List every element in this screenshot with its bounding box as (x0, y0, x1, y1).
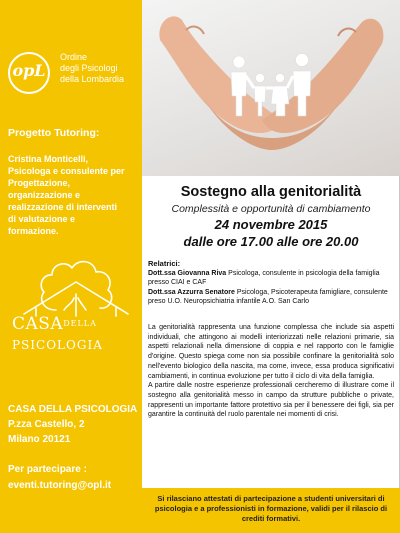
credits-text: Si rilasciano attestati di partecipazione a studenti universitari di psicologia e a professionisti in formazione, validi per il rilascio di crediti formativi. (154, 494, 388, 523)
org-logo (8, 52, 138, 112)
venue-name: CASA DELLA PSICOLOGIA (8, 404, 138, 415)
opl-logo-text: opL (12, 61, 46, 80)
speakers-label: Relatrici: (148, 259, 181, 268)
speaker-item (148, 288, 396, 307)
description-paragraph: La genitorialità rappresenta una funzione complessa che include sia aspetti individuali, che attingono ai modelli interiorizzati nelle relazioni primarie, sia aspetti relazionali nella dimensione di coppia e nel rapporto con le famiglie d'origine. Questo spiega come non sia possibile confinare la genitorialità solo nell'evento biologico della nascita, ma come, invece, essa produca significativi cambiamenti, in continua evoluzione per tutto il ciclo di vita della famiglia. (148, 324, 394, 380)
casa-word: CASA (12, 314, 64, 334)
hands-family-illustration (142, 0, 400, 176)
venue-street: P.zza Castello, 2 (8, 419, 85, 430)
speaker-name: Dott.ssa Giovanna Riva (148, 269, 227, 277)
contact-block (8, 462, 140, 494)
casa-logo-subtitle: PSICOLOGIA (12, 338, 103, 352)
event-title: Sostegno alla genitorialità (180, 184, 362, 200)
tutoring-line: formazione. (8, 226, 59, 236)
speaker-item (148, 269, 396, 288)
speaker-name: Dott.ssa Azzurra Senatore (148, 288, 235, 296)
opl-logo-icon (8, 52, 50, 94)
contact-email[interactable]: eventi.tutoring@opl.it (8, 480, 112, 491)
casa-della-word: DELLA (63, 319, 97, 328)
speakers-block (148, 259, 396, 307)
tutoring-title: Progetto Tutoring: (8, 127, 100, 139)
org-name-line1: Ordine (60, 52, 88, 62)
description-paragraph: A partire dalle nostre esperienze professionali cercheremo di illustrare come il sostegno alla genitorialità messo in campo da strutture pubbliche o private, rappresenti un importante fattore protettivo sia per il benessere dei figli, sia per garantire la continuità del ruolo parentale nei momenti di crisi. (148, 382, 394, 419)
speaker-role: Psicologa, Psicoterapeuta famigliare, consulente preso U.O. Neuropsichiatria infantile A.O. San Carlo (148, 288, 388, 305)
hero-photo (142, 0, 400, 176)
tutoring-description (8, 153, 140, 237)
venue-address (8, 402, 140, 447)
sidebar (0, 0, 142, 533)
event-description (148, 323, 394, 420)
event-date: 24 novembre 2015 (214, 217, 328, 232)
org-name-line2: degli Psicologi (60, 63, 118, 73)
tutoring-line: Psicologa e consulente per (8, 166, 125, 176)
tutoring-line: Cristina Monticelli, (8, 154, 89, 164)
speaker-role: Psicologa, consulente in psicologia della famiglia presso CIAI e CAF (148, 269, 380, 286)
casa-logo-title (12, 314, 142, 334)
org-name-line3: della Lombardia (60, 74, 125, 84)
event-time: dalle ore 17.00 alle ore 20.00 (183, 234, 359, 249)
venue-city: Milano 20121 (8, 434, 71, 445)
org-name (60, 52, 148, 85)
contact-label: Per partecipare : (8, 464, 87, 475)
event-heading (142, 180, 400, 249)
tutoring-line: di valutazione e (8, 214, 76, 224)
event-subtitle: Complessità e opportunità di cambiamento (171, 203, 371, 215)
tutoring-line: organizzazione e (8, 190, 81, 200)
tutoring-line: Progettazione, (8, 178, 71, 188)
credits-footer (142, 488, 400, 533)
tutoring-line: realizzazione di interventi (8, 202, 118, 212)
